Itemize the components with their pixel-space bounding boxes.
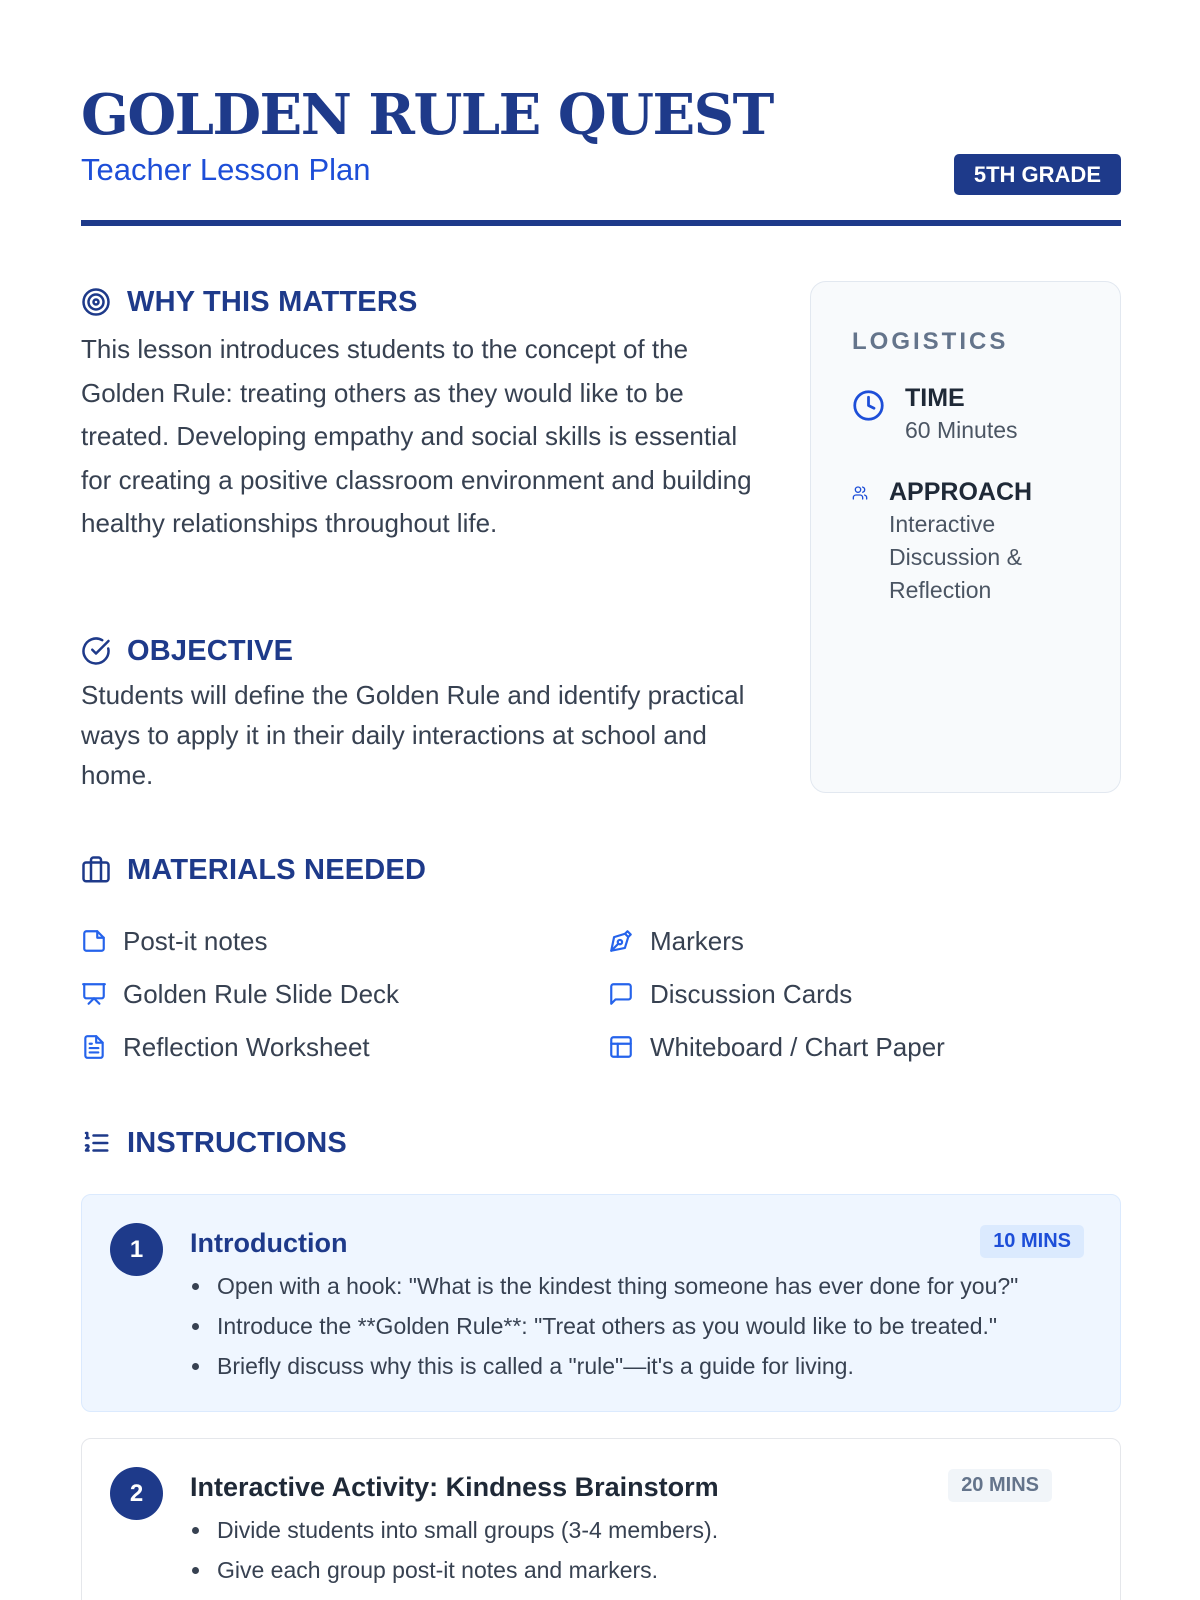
- materials-heading: MATERIALS NEEDED: [127, 853, 427, 886]
- objective-heading: OBJECTIVE: [127, 634, 294, 667]
- time-label: TIME: [905, 384, 965, 412]
- step-bullets: [190, 1510, 718, 1590]
- step-title: Introduction: [190, 1228, 348, 1258]
- numbered-list-icon: [81, 1128, 111, 1158]
- step-title: Interactive Activity: Kindness Brainstorm: [190, 1472, 719, 1502]
- duration-badge: 20 MINS: [948, 1469, 1052, 1502]
- users-icon: [852, 485, 868, 501]
- list-item: Give each group post-it notes and markers.: [190, 1550, 718, 1590]
- materials-section-heading: [81, 852, 426, 888]
- header-divider: [81, 220, 1121, 226]
- list-item: Introduce the **Golden Rule**: "Treat others as you would like to be treated.": [190, 1306, 1018, 1346]
- duration-badge: 10 MINS: [980, 1225, 1084, 1258]
- list-item: Briefly discuss why this is called a "rule"—it's a guide for living.: [190, 1346, 1018, 1386]
- objective-text: Students will define the Golden Rule and identify practical ways to apply it in their daily interactions at school and home.: [81, 680, 745, 790]
- check-circle-icon: [81, 636, 111, 666]
- list-item: Divide students into small groups (3-4 members).: [190, 1510, 718, 1550]
- page-subtitle: Teacher Lesson Plan: [81, 152, 371, 187]
- why-section-heading: [81, 284, 418, 320]
- page-title: GOLDEN RULE QUEST: [81, 82, 773, 148]
- grade-badge: 5TH GRADE: [954, 154, 1121, 195]
- instruction-step: [81, 1438, 1121, 1600]
- step-bullets: [190, 1266, 1018, 1386]
- material-item: Whiteboard / Chart Paper: [608, 1027, 945, 1067]
- approach-label: APPROACH: [889, 478, 1033, 506]
- step-number: 2: [110, 1467, 163, 1520]
- target-icon: [81, 287, 111, 317]
- lesson-plan-page: [81, 0, 1121, 1600]
- whiteboard-icon: [608, 1034, 634, 1060]
- briefcase-icon: [81, 855, 111, 885]
- presentation-icon: [81, 981, 107, 1007]
- list-item: Open with a hook: "What is the kindest thing someone has ever done for you?": [190, 1266, 1018, 1306]
- marker-icon: [608, 928, 634, 954]
- objective-section-heading: [81, 633, 293, 669]
- logistics-title: LOGISTICS: [852, 328, 1009, 355]
- worksheet-icon: [81, 1034, 107, 1060]
- why-text: This lesson introduces students to the concept of the Golden Rule: treating others as they would like to be treated. Developing empathy and social skills is essential for creating a positive classroom environment and building healthy relationships throughout life.: [81, 334, 752, 538]
- instructions-section-heading: [81, 1125, 347, 1161]
- chat-bubble-icon: [608, 981, 634, 1007]
- clock-icon: [852, 389, 885, 422]
- approach-value: Interactive Discussion & Reflection: [889, 511, 1022, 603]
- material-item: Markers: [608, 921, 744, 961]
- material-item: Post-it notes: [81, 921, 268, 961]
- why-heading: WHY THIS MATTERS: [127, 285, 418, 318]
- material-item: Discussion Cards: [608, 974, 852, 1014]
- logistics-card: [810, 281, 1121, 793]
- instructions-heading: INSTRUCTIONS: [127, 1126, 347, 1159]
- material-item: Golden Rule Slide Deck: [81, 974, 399, 1014]
- step-number: 1: [110, 1223, 163, 1276]
- sticky-note-icon: [81, 928, 107, 954]
- instruction-step: [81, 1194, 1121, 1412]
- time-value: 60 Minutes: [905, 417, 1018, 443]
- material-item: Reflection Worksheet: [81, 1027, 370, 1067]
